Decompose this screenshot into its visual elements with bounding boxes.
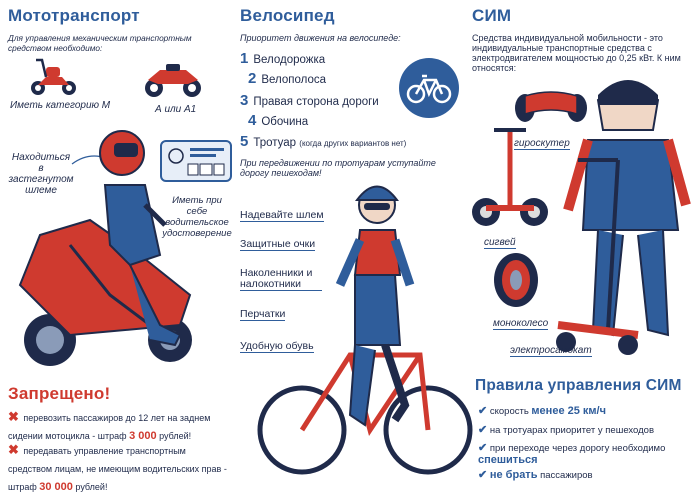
- sim-rule: ✔ скорость менее 25 км/ч: [478, 405, 606, 417]
- check-icon: ✔: [478, 405, 488, 417]
- bike-title: Велосипед: [240, 6, 335, 25]
- moto-intro: Для управления механическим транспортным средством необходимо:: [8, 33, 192, 53]
- monowheel-icon: [488, 250, 544, 310]
- motorcyclist-illustration: [10, 125, 230, 375]
- license-note: Иметь при себе водительское удостоверение: [162, 195, 232, 239]
- bicycle-sign-icon: [397, 56, 461, 120]
- check-icon: ✔: [478, 469, 488, 481]
- sim-title: СИМ: [472, 6, 512, 25]
- check-icon: ✔: [478, 424, 488, 436]
- gear-glasses: Защитные очки: [240, 238, 316, 250]
- moped-icon: [28, 55, 78, 97]
- forbidden-item-2: ✖ передавать управление транспортным средством лицам, не имеющим водительских прав - штраф 30 000 рублей!: [8, 442, 227, 493]
- priority-item: 2 Велополоса: [248, 70, 327, 87]
- check-icon: ✔: [478, 442, 488, 454]
- device-monowheel: моноколесо: [493, 318, 549, 329]
- sim-rule: ✔ не брать пассажиров: [478, 469, 593, 481]
- cross-icon: ✖: [8, 409, 19, 424]
- scooter-rider-illustration: [558, 60, 698, 360]
- moto-title: Мототранспорт: [8, 6, 140, 25]
- device-hoverboard: гироскутер: [514, 138, 570, 149]
- bike-priority-intro: Приоритет движения на велосипеде:: [240, 33, 401, 43]
- sim-rule: ✔ при переходе через дорогу необходимо спешиться: [478, 442, 666, 466]
- gear-pads: Наколенники и налокотники: [240, 268, 322, 291]
- gear-gloves: Перчатки: [240, 308, 286, 320]
- device-escooter: электросамокат: [510, 345, 592, 356]
- category-m-label: Иметь категорию М: [10, 100, 111, 111]
- sim-intro: Средства индивидуальной мобильности - это индивидуальные транспортные средства с электродвигателем мощностью до 0,25 кВт. К ним относятся:: [472, 33, 681, 73]
- priority-item: 1 Велодорожка: [240, 50, 326, 67]
- cross-icon: ✖: [8, 442, 19, 457]
- sim-rules-title: Правила управления СИМ: [475, 377, 682, 394]
- category-a-label: А или А1: [155, 104, 197, 115]
- cyclist-illustration: [260, 175, 470, 490]
- priority-item: 4 Обочина: [248, 112, 309, 129]
- gear-helmet: Надевайте шлем: [240, 209, 324, 221]
- sidewalk-note: При передвижении по тротуарам уступайте дорогу пешеходам!: [240, 158, 436, 178]
- segway-icon: [472, 120, 552, 235]
- gear-shoes: Удобную обувь: [240, 340, 314, 352]
- sim-rule: ✔ на тротуарах приоритет у пешеходов: [478, 424, 654, 436]
- helmet-note: Находиться в застегнутом шлеме: [8, 152, 74, 196]
- priority-item: 3 Правая сторона дороги: [240, 92, 379, 109]
- atv-icon: [142, 58, 204, 98]
- forbidden-item-1: ✖ перевозить пассажиров до 12 лет на заднем сидении мотоцикла - штраф 3 000 рублей!: [8, 409, 211, 442]
- priority-item: 5 Тротуар (когда других вариантов нет): [240, 133, 407, 150]
- forbidden-title: Запрещено!: [8, 384, 111, 403]
- device-segway: сигвей: [484, 237, 516, 248]
